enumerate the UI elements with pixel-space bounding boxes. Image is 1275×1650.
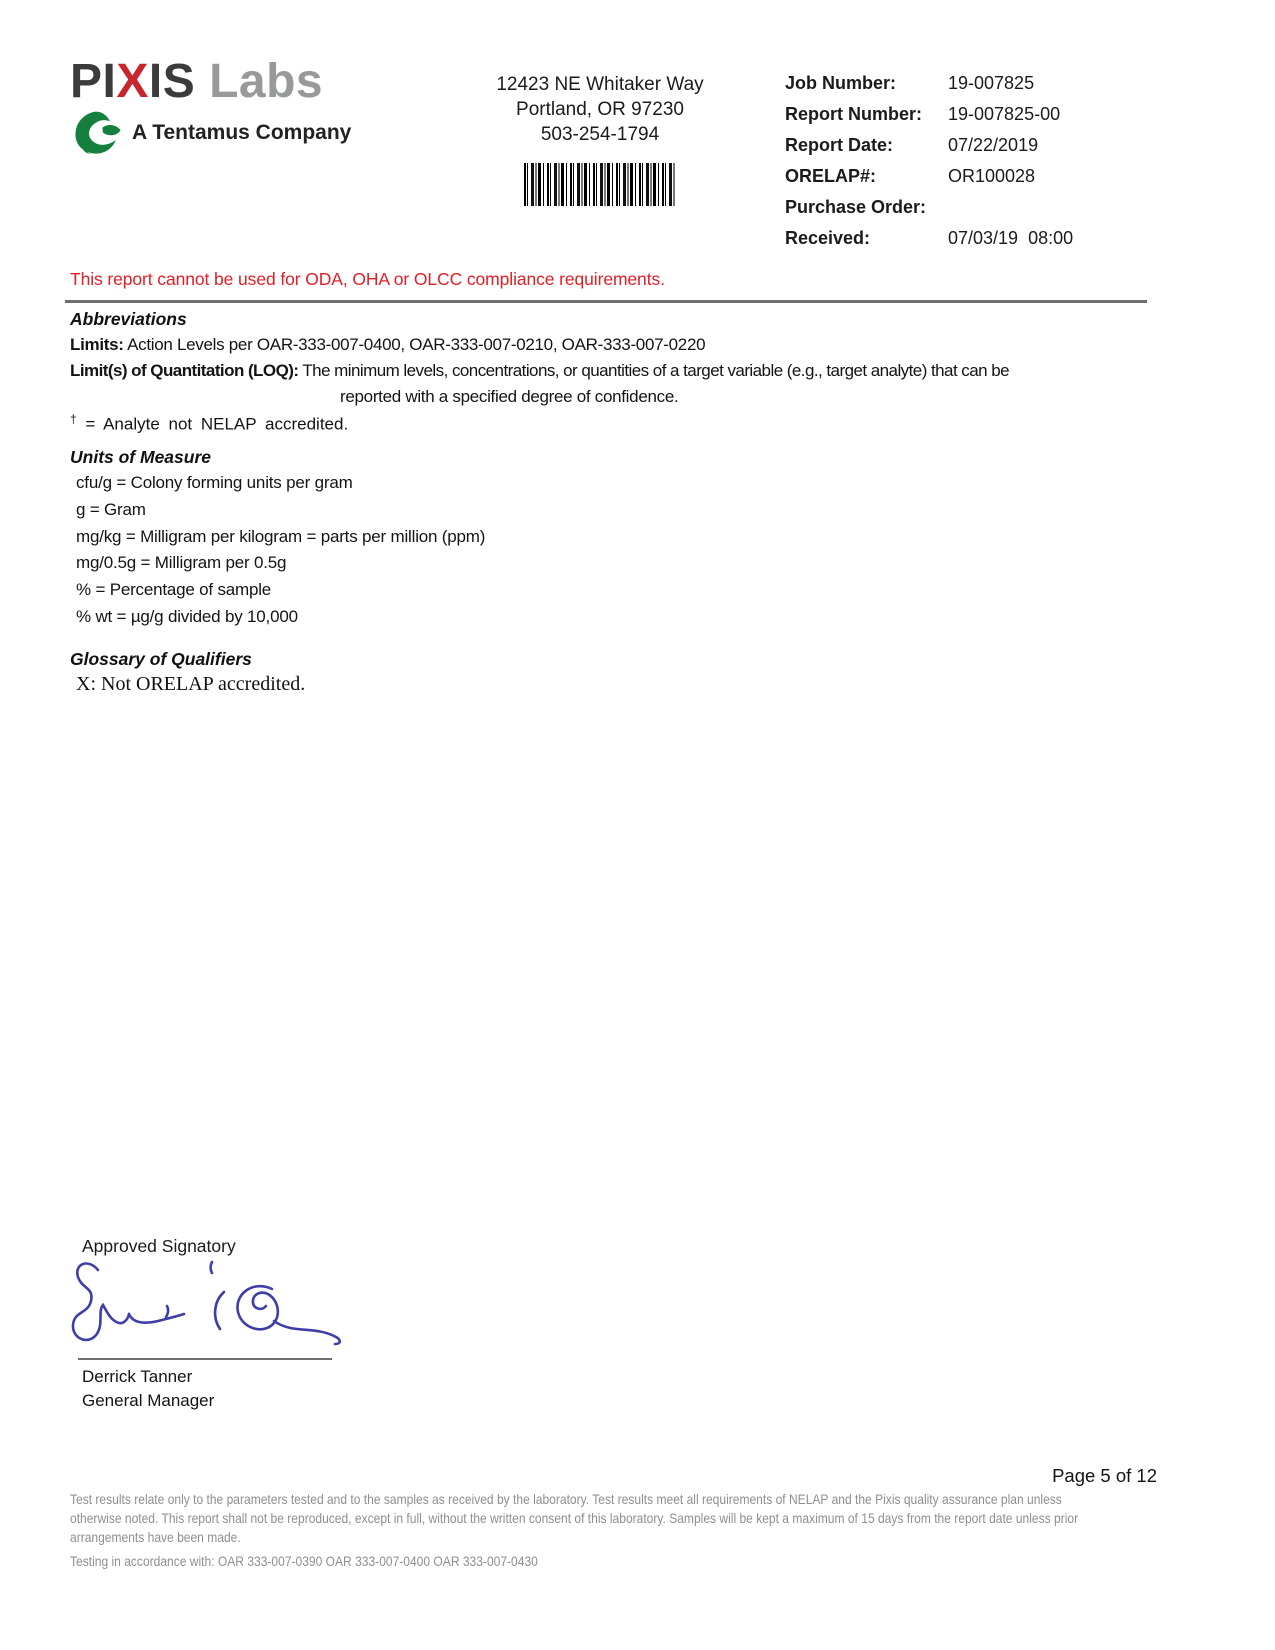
- disclaimer-line-3: arrangements have been made.: [70, 1529, 241, 1545]
- unit-item-percent: % = Percentage of sample: [76, 580, 272, 600]
- pixis-labs-logo: [70, 55, 352, 155]
- info-label: Job Number:: [785, 73, 897, 93]
- abbreviations-heading: Abbreviations: [70, 309, 187, 329]
- units-list: [76, 470, 485, 631]
- report-info-block: [785, 74, 1073, 260]
- handwritten-signature-icon: [66, 1256, 346, 1356]
- signature-rule: [78, 1358, 332, 1360]
- info-label: ORELAP#:: [785, 166, 877, 186]
- approved-signatory-label: Approved Signatory: [82, 1236, 236, 1256]
- info-label: Report Number:: [785, 104, 923, 124]
- units-heading: Units of Measure: [70, 447, 211, 467]
- testing-accordance-note: Testing in accordance with: OAR 333-007-0390 OAR 333-007-0400 OAR 333-007-0430: [70, 1553, 538, 1569]
- unit-item-cfu: cfu/g = Colony forming units per gram: [76, 473, 353, 492]
- limits-definition: [70, 335, 705, 355]
- dagger-note: [70, 412, 348, 435]
- compliance-warning: This report cannot be used for ODA, OHA or OLCC compliance requirements.: [70, 269, 665, 289]
- unit-item-g: g = Gram: [76, 499, 146, 519]
- unit-item-percent-wt: % wt = µg/g divided by 10,000: [76, 606, 298, 626]
- logo-text-pi: PI: [70, 55, 117, 108]
- dagger-symbol: †: [70, 412, 77, 426]
- logo-text-labs: Labs: [195, 55, 324, 108]
- horizontal-rule: [65, 300, 1147, 303]
- loq-definition: [70, 361, 1009, 381]
- info-row-job-number: [785, 74, 1073, 93]
- logo-tagline: [74, 110, 351, 155]
- disclaimer-line-1: Test results relate only to the parameters tested and to the samples as received by the laboratory. Test results meet all requirements of NELAP and the Pixis quality assurance plan unless: [70, 1491, 1062, 1507]
- glossary-heading: Glossary of Qualifiers: [70, 649, 252, 669]
- logo-tagline-text: A Tentamus Company: [132, 120, 352, 144]
- info-label: Received:: [785, 228, 871, 248]
- disclaimer-line-2: otherwise noted. This report shall not be reproduced, except in full, without the written consent of this laboratory. Samples will be kept a maximum of 15 days from the report date unless prior: [70, 1510, 1079, 1526]
- barcode: [524, 163, 676, 206]
- page-number: Page 5 of 12: [1052, 1465, 1157, 1486]
- leaf-icon: [74, 110, 122, 155]
- address-city: Portland, OR 97230: [516, 99, 684, 120]
- address-street: 12423 NE Whitaker Way: [496, 74, 704, 95]
- info-value: 07/22/2019: [948, 135, 1039, 155]
- limits-label: Limits:: [70, 335, 124, 354]
- loq-definition-continued: reported with a specified degree of confidence.: [340, 387, 679, 406]
- loq-text-line1: The minimum levels, concentrations, or quantities of a target variable (e.g., target analyte) that can be: [302, 361, 1010, 380]
- info-row-purchase-order: [785, 198, 1073, 217]
- limits-text: Action Levels per OAR-333-007-0400, OAR-333-007-0210, OAR-333-007-0220: [127, 335, 706, 354]
- info-row-report-date: [785, 136, 1073, 155]
- signatory-name: Derrick Tanner: [82, 1367, 193, 1386]
- info-value: 19-007825-00: [948, 104, 1061, 124]
- logo-text-x: X: [116, 55, 149, 108]
- glossary-item-x: X: Not ORELAP accredited.: [76, 673, 306, 695]
- loq-label: Limit(s) of Quantitation (LOQ):: [70, 361, 299, 380]
- logo-wordmark: [70, 55, 351, 108]
- info-value: 07/03/19 08:00: [948, 228, 1074, 248]
- unit-item-mg05g: mg/0.5g = Milligram per 0.5g: [76, 553, 287, 573]
- logo-text-is: IS: [148, 55, 196, 108]
- unit-item-mgkg: mg/kg = Milligram per kilogram = parts per million (ppm): [76, 526, 486, 546]
- info-row-report-number: [785, 105, 1073, 124]
- footer-disclaimer: [70, 1490, 1242, 1547]
- dagger-text: = Analyte not NELAP accredited.: [85, 414, 349, 434]
- info-label: Purchase Order:: [785, 197, 927, 217]
- info-row-received: [785, 229, 1073, 248]
- info-row-orelap: [785, 167, 1073, 186]
- info-value: 19-007825: [948, 73, 1035, 93]
- info-label: Report Date:: [785, 135, 894, 155]
- lab-address-block: [450, 72, 750, 206]
- info-value: OR100028: [948, 166, 1036, 186]
- signatory-title: General Manager: [82, 1391, 215, 1410]
- address-phone: 503-254-1794: [540, 124, 660, 145]
